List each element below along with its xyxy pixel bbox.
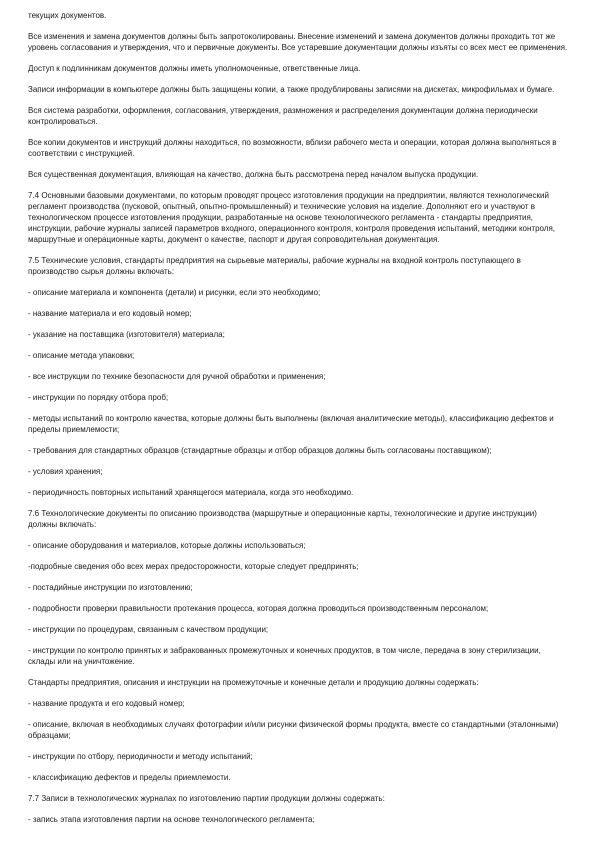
list-item: - описание материала и компонента (детали) и рисунки, если это необходимо;	[28, 288, 321, 297]
list-item: -подробные сведения обо всех мерах предосторожности, которые следует предпринять;	[28, 562, 359, 571]
section-7-4: 7.4 Основными базовыми документами, по которым проводят процесс изготовления продукции на предприятии, являются технологический регламент производства (пусковой, опытный, опытно-промышленный) и технические условия на изделие. Дополняют его и участвуют в технологическом процессе изготовления продукции, разработанные на основе технологического регламента - стандарты предприятия, инструкции, рабочие журналы записей параметров входного, операционного контроля, контроля проведения испытаний, методики контроля, маршрутные и операционные карты, документ о качестве, паспорт и другая сопроводительная документация.	[28, 191, 556, 244]
list-item: - инструкции по порядку отбора проб;	[28, 393, 169, 402]
section-7-5: 7.5 Технические условия, стандарты предприятия на сырьевые материалы, рабочие журналы на входной контроль поступающего в производство сырья должны включать:	[28, 256, 521, 276]
list-item: - постадийные инструкции по изготовлению;	[28, 583, 193, 592]
section-7-6: 7.6 Технологические документы по описанию производства (маршрутные и операционные карты, технологические и другие инструкции) должны включать:	[28, 509, 537, 529]
list-item: - классификацию дефектов и пределы приемлемости.	[28, 773, 231, 782]
paragraph: Записи информации в компьютере должны быть защищены копии, а также продублированы записями на дискетах, микрофильмах и бумаге.	[28, 85, 555, 94]
list-item: - описание метода упаковки;	[28, 351, 135, 360]
list-item: - инструкции по процедурам, связанным с качеством продукции;	[28, 625, 269, 634]
list-item: - название материала и его кодовый номер;	[28, 309, 192, 318]
section-7-7: 7.7 Записи в технологических журналах по изготовлению партии продукции должны содержать:	[28, 794, 385, 803]
list-item: - название продукта и его кодовый номер;	[28, 699, 185, 708]
list-item: - инструкции по контролю принятых и забракованных промежуточных и конечных продуктов, в том числе, передача в зону стерилизации, склады или на уничтожение.	[28, 646, 541, 666]
list-item: - условия хранения;	[28, 467, 103, 476]
document-body	[28, 10, 568, 835]
list-item: - периодичность повторных испытаний хранящегося материала, когда это необходимо.	[28, 488, 354, 497]
paragraph: Доступ к подлинникам документов должны иметь уполномоченные, ответственные лица.	[28, 64, 361, 73]
list-item: - требования для стандартных образцов (стандартные образцы и отбор образцов должны быть согласованы поставщиком);	[28, 446, 492, 455]
list-item: - все инструкции по технике безопасности для ручной обработки и применения;	[28, 372, 326, 381]
list-item: - инструкции по отбору, периодичности и методу испытаний;	[28, 752, 253, 761]
paragraph: Стандарты предприятия, описания и инструкции на промежуточные и конечные детали и продукцию должны содержать:	[28, 678, 479, 687]
paragraph: текущих документов.	[28, 11, 107, 20]
list-item: - описание оборудования и материалов, которые должны использоваться;	[28, 541, 306, 550]
list-item: - запись этапа изготовления партии на основе технологического регламента;	[28, 815, 315, 824]
list-item: - указание на поставщика (изготовителя) материала;	[28, 330, 225, 339]
paragraph: Вся система разработки, оформления, согласования, утверждения, размножения и распределения документации должна периодически контролироваться.	[28, 106, 538, 126]
list-item: - методы испытаний по контролю качества, которые должны быть выполнены (включая аналитические методы), классификацию дефектов и пределы приемлемости;	[28, 414, 554, 434]
list-item: - подробности проверки правильности протекания процесса, которая должна проводиться производственным персоналом;	[28, 604, 489, 613]
paragraph: Все копии документов и инструкций должны находиться, по возможности, вблизи рабочего места и операции, которая должна выполняться в соответствии с инструкцией.	[28, 138, 557, 158]
paragraph: Все изменения и замена документов должны быть запротоколированы. Внесение изменений и замена документов должны проходить тот же уровень согласования и утверждения, что и первичные документы. Все устаревшие документации должны изъяты со всех мест ее применения.	[28, 32, 568, 52]
paragraph: Вся существенная документация, влияющая на качество, должна быть рассмотрена перед началом выпуска продукции.	[28, 170, 479, 179]
list-item: - описание, включая в необходимых случаях фотографии и/или рисунки физической формы продукта, вместе со стандартными (эталонными) образцами;	[28, 720, 559, 740]
